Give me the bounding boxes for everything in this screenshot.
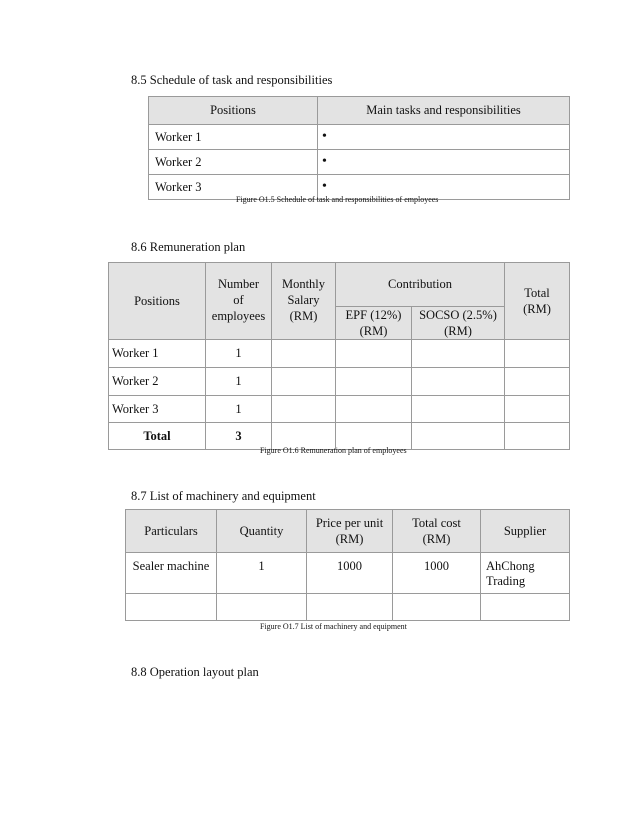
section-8-6-heading: 8.6 Remuneration plan [131, 240, 246, 254]
position-cell: Worker 1 [109, 340, 206, 368]
header-positions: Positions [149, 97, 318, 125]
price-cell [307, 594, 393, 621]
position-cell: Worker 2 [149, 150, 318, 175]
table-row [149, 150, 570, 175]
section-8-5-heading: 8.5 Schedule of task and responsibilities [131, 73, 333, 87]
quantity-cell [217, 594, 307, 621]
table-row [149, 125, 570, 150]
bullet-icon: • [318, 175, 570, 200]
header-total: Total (RM) [505, 263, 570, 340]
salary-cell [272, 340, 336, 368]
cost-cell [393, 594, 481, 621]
header-price-per-unit: Price per unit (RM) [307, 510, 393, 553]
figure-caption-o1-5: Figure O1.5 Schedule of task and responsibilities of employees [236, 195, 439, 204]
header-main-tasks: Main tasks and responsibilities [318, 97, 570, 125]
socso-cell [412, 340, 505, 368]
header-socso: SOCSO (2.5%) (RM) [412, 307, 505, 340]
supplier-cell [481, 594, 570, 621]
position-cell: Worker 2 [109, 368, 206, 396]
position-cell: Worker 3 [109, 396, 206, 423]
cost-cell: 1000 [393, 553, 481, 594]
particulars-cell: Sealer machine [126, 553, 217, 594]
number-cell: 1 [206, 396, 272, 423]
remuneration-table [108, 262, 570, 450]
section-8-8-heading: 8.8 Operation layout plan [131, 665, 259, 679]
table-row [109, 368, 570, 396]
header-positions: Positions [109, 263, 206, 340]
supplier-cell: AhChong Trading [481, 553, 570, 594]
bullet-icon: • [318, 125, 570, 150]
total-label: Total [109, 423, 206, 450]
position-cell: Worker 1 [149, 125, 318, 150]
header-total-cost: Total cost (RM) [393, 510, 481, 553]
header-quantity: Quantity [217, 510, 307, 553]
position-cell: Worker 3 [149, 175, 318, 200]
number-cell: 1 [206, 368, 272, 396]
particulars-cell [126, 594, 217, 621]
figure-caption-o1-7: Figure O1.7 List of machinery and equipment [260, 622, 407, 631]
machinery-table [125, 509, 570, 621]
total-cell [505, 340, 570, 368]
bullet-icon: • [318, 150, 570, 175]
task-schedule-table [148, 96, 570, 200]
header-particulars: Particulars [126, 510, 217, 553]
figure-caption-o1-6: Figure O1.6 Remuneration plan of employees [260, 446, 407, 455]
header-number-of-employees: Number of employees [206, 263, 272, 340]
salary-cell [272, 396, 336, 423]
table-row [126, 553, 570, 594]
epf-cell [336, 396, 412, 423]
quantity-cell: 1 [217, 553, 307, 594]
price-cell: 1000 [307, 553, 393, 594]
header-monthly-salary: Monthly Salary (RM) [272, 263, 336, 340]
total-number: 3 [206, 423, 272, 450]
table-row [109, 340, 570, 368]
total-cell [505, 368, 570, 396]
socso-cell [412, 396, 505, 423]
section-8-7-heading: 8.7 List of machinery and equipment [131, 489, 316, 503]
table-row [126, 594, 570, 621]
epf-cell [336, 368, 412, 396]
header-contribution: Contribution [336, 263, 505, 307]
socso-cell [412, 368, 505, 396]
header-epf: EPF (12%) (RM) [336, 307, 412, 340]
number-cell: 1 [206, 340, 272, 368]
table-row [109, 396, 570, 423]
header-supplier: Supplier [481, 510, 570, 553]
socso-cell [412, 423, 505, 450]
total-cell [505, 423, 570, 450]
epf-cell [336, 340, 412, 368]
total-cell [505, 396, 570, 423]
salary-cell [272, 368, 336, 396]
